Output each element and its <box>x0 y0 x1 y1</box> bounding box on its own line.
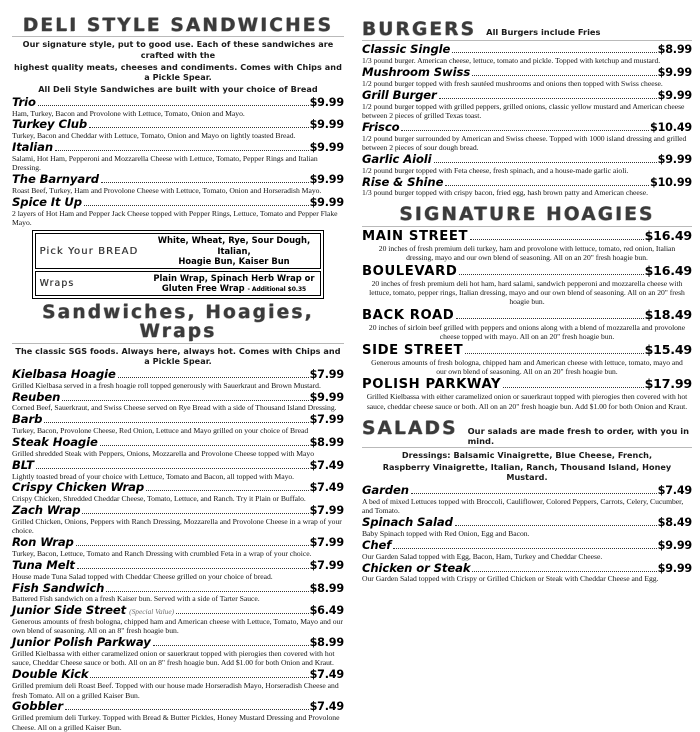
leader-dots <box>445 185 649 186</box>
deli-section-heading: DELI STYLE SANDWICHES <box>22 15 334 36</box>
item-description: Grilled premium deli Turkey. Topped with Bread & Butter Pickles, Honey Mustard Dressing and Provolone Cheese. All on a grilled Kaiser Bun. <box>12 713 340 732</box>
item-price: $7.99 <box>309 504 344 518</box>
menu-item[interactable] <box>362 43 692 65</box>
item-price: $7.99 <box>309 367 344 381</box>
menu-item[interactable] <box>12 141 344 173</box>
menu-item[interactable] <box>362 343 692 377</box>
leader-dots <box>153 645 309 646</box>
leader-dots <box>146 490 308 491</box>
item-description: Our Garden Salad topped with Egg, Bacon, Ham, Turkey and Cheddar Cheese. <box>361 551 603 561</box>
item-price: $9.99 <box>657 561 692 575</box>
deli-heading-rule <box>12 36 344 37</box>
item-description: Grilled shredded Steak with Peppers, Onions, Mozzarella and Provolone Cheese topped with Mayo <box>12 448 315 458</box>
item-price: $9.99 <box>309 141 344 155</box>
item-name: BOULEVARD <box>361 263 458 279</box>
menu-item[interactable] <box>362 516 692 538</box>
item-name: Turkey Club <box>12 117 88 132</box>
menu-item[interactable] <box>362 89 692 121</box>
leader-dots <box>100 445 309 446</box>
menu-item[interactable] <box>362 539 692 561</box>
item-description: Roast Beef, Turkey, Ham and Provolone Cheese with Lettuce, Tomato, Onion and Horseradish Mayo. <box>12 186 322 196</box>
item-description: Lightly toasted bread of your choice with Lettuce, Tomato and Bacon, all topped with Mayo. <box>12 471 295 481</box>
leader-dots <box>456 318 643 319</box>
wraps-options-text: Plain Wrap, Spinach Herb Wrap or Gluten Free Wrap <box>153 272 315 294</box>
item-price: $6.49 <box>309 604 344 618</box>
menu-item[interactable] <box>12 459 344 481</box>
leader-dots <box>455 525 657 526</box>
item-price: $9.99 <box>309 95 344 109</box>
signature-hoagies-item-list <box>362 229 692 411</box>
salads-heading-rule <box>362 447 692 448</box>
leader-dots <box>101 182 309 183</box>
item-price: $18.49 <box>644 306 692 322</box>
leader-dots <box>90 677 308 678</box>
menu-item[interactable] <box>12 636 344 668</box>
item-price: $9.99 <box>657 152 692 166</box>
item-name: Zach Wrap <box>12 503 81 518</box>
item-description: 20 inches of fresh premium deli turkey, ham and provolone with lettuce, tomato, red onion, Italian dressing, mayo and our own blend of seasoning. All on an 20" fresh hoagie bun. <box>378 243 676 263</box>
bread-label: Pick Your BREAD <box>39 245 139 257</box>
item-price: $16.49 <box>644 262 692 278</box>
item-description: Grilled Chicken, Onions, Peppers with Ranch Dressing, Mozzarella and Provolone Cheese in a wrap of your choice. <box>12 516 342 536</box>
menu-item[interactable] <box>362 562 692 584</box>
item-price: $9.99 <box>309 195 344 209</box>
item-price: $8.99 <box>657 43 692 57</box>
bread-options-line-2: Hoagie Bun, Kaiser Bun <box>178 256 290 267</box>
item-name: Double Kick <box>12 667 89 682</box>
salads-item-list <box>362 484 692 584</box>
item-price: $9.99 <box>657 66 692 80</box>
deli-blurb-line-3: All Deli Style Sandwiches are built with your choice of Bread <box>38 84 318 95</box>
item-name: Rise & Shine <box>361 174 444 189</box>
item-description: Turkey, Bacon, Lettuce, Tomato and Ranch Dressing with crumbled Feta in a wrap of your choice. <box>12 549 312 559</box>
leader-dots <box>62 400 308 401</box>
item-name: Italian <box>12 140 54 155</box>
item-description: A bed of mixed Lettuces topped with Broccoli, Cauliflower, Colored Peppers, Carrots, Celery, Cucumber, and Tomato. <box>361 497 684 516</box>
item-description: Battered Fish sandwich on a fresh Kaiser bun. Served with a side of Tarter Sauce. <box>12 594 260 604</box>
deli-item-list <box>12 96 344 228</box>
item-price: $9.99 <box>309 173 344 187</box>
menu-item[interactable] <box>12 700 344 732</box>
salad-dressings-line-1: Dressings: Balsamic Vinaigrette, Blue Cheese, French, <box>401 450 653 461</box>
leader-dots <box>82 513 308 514</box>
burgers-note: All Burgers include Fries <box>486 27 601 37</box>
item-price: $15.49 <box>644 341 692 357</box>
shw-blurb: The classic SGS foods. Always here, always hot. Comes with Chips and a Pickle Spear. <box>15 345 341 367</box>
bread-options-line-1: White, Wheat, Rye, Sour Dough, Italian, <box>157 234 311 256</box>
menu-item[interactable] <box>362 377 692 411</box>
shw-heading-rule <box>12 343 344 344</box>
leader-dots <box>65 709 309 710</box>
item-description: Baby Spinach topped with Red Onion, Egg and Bacon. <box>361 529 530 539</box>
item-description: 1/2 pound burger topped with grilled peppers, grilled onions, classic yellow mustard and American cheese between 2 pieces of grilled Texas toast. <box>361 101 685 121</box>
deli-blurb-line-1: Our signature style, put to good use. Each of these sandwiches are crafted with the <box>22 39 334 61</box>
leader-dots <box>106 591 308 592</box>
menu-item[interactable] <box>12 668 344 700</box>
item-description: Ham, Turkey, Bacon and Provolone with Lettuce, Tomato, Onion and Mayo. <box>12 108 245 118</box>
item-name: Frisco <box>361 119 400 134</box>
item-price: $7.99 <box>309 536 344 550</box>
leader-dots <box>472 75 656 76</box>
item-price: $7.49 <box>657 484 692 498</box>
item-description: 20 inches of fresh premium deli hot ham, hard salami, sandwich pepperoni and mozzarella cheese with lettuce, tomato, pepper rings, Italian dressing, mayo and our own blend of seasoning. All on an 20" fresh hoagie bun. <box>369 278 685 307</box>
leader-dots <box>452 52 656 53</box>
item-description: Grilled Kielbassa with either caramelized onion or sauerkraut topped with pierogies then covered with hot sauce, Cheddar Cheese sauce or both. All on an 8" fresh hoagie bun. Add $1.00 for both Onion and Kraut. <box>12 649 335 668</box>
deli-blurb-line-2: highest quality meats, cheeses and condiments. Comes with Chips and a Pickle Spear. <box>14 61 342 83</box>
burgers-section-heading: BURGERS <box>361 19 477 40</box>
wraps-row[interactable] <box>35 271 322 297</box>
item-name: Tuna Melt <box>12 557 75 572</box>
menu-item[interactable] <box>362 308 692 342</box>
item-name: POLISH PARKWAY <box>361 377 502 393</box>
item-description: Generous amounts of fresh bologna, chipped ham and American cheese with Lettuce, Tomato, Mayo and our own blend of seasoning. All on an 8" fresh hoagie bun. <box>12 617 343 636</box>
menu-item[interactable] <box>12 604 344 636</box>
item-name: SIDE STREET <box>361 342 464 358</box>
wraps-label: Wraps <box>39 277 75 289</box>
bread-options <box>152 235 317 267</box>
item-name: Chicken or Steak <box>361 560 471 575</box>
item-description: Corned Beef, Sauerkraut, and Swiss Cheese served on Rye Bread with a side of Thousand Island Dressing. <box>12 403 337 413</box>
item-description: House made Tuna Salad topped with Cheddar Cheese grilled on your choice of bread. <box>12 571 273 581</box>
menu-item[interactable] <box>362 176 692 198</box>
item-name: Garlic Aioli <box>361 151 432 166</box>
menu-item[interactable] <box>362 264 692 307</box>
item-description: 2 layers of Hot Ham and Pepper Jack Cheese topped with Pepper Rings, Lettuce, Tomato and Pepper Flake Mayo. <box>12 208 338 228</box>
item-price: $7.49 <box>309 481 344 495</box>
item-description: Our Garden Salad topped with Crispy or Grilled Chicken or Steak with Cheddar Cheese and Egg. <box>361 574 659 584</box>
item-price: $9.99 <box>657 538 692 552</box>
leader-dots <box>44 422 308 423</box>
salad-dressings-line-2: Raspberry Vinaigrette, Italian, Ranch, Thousand Island, Honey Mustard. <box>382 461 672 483</box>
item-description: Turkey, Bacon, Provolone Cheese, Red Onion, Lettuce and Mayo grilled on your choice of Bread <box>12 426 309 436</box>
menu-item[interactable] <box>12 368 344 390</box>
leader-dots <box>472 571 656 572</box>
leader-dots <box>411 493 657 494</box>
bread-row[interactable] <box>35 233 322 269</box>
item-description: 1/3 pound burger. American cheese, lettuce, tomato and pickle. Topped with ketchup and mustard. <box>361 56 661 66</box>
leader-dots <box>84 205 309 206</box>
salads-header-row <box>362 419 692 446</box>
item-description: Grilled Kielbassa with either caramelized onion or sauerkraut topped with pierogies then covered with hot sauce, cheddar cheese sauce or both. All on an 20" fresh hoagie bun. Add $1.00 for both Onion and Kraut. <box>366 392 688 411</box>
item-name: Grill Burger <box>361 87 437 102</box>
menu-item[interactable] <box>12 413 344 435</box>
item-description: Grilled Kielbasa served in a fresh hoagie roll topped generously with Sauerkraut and Brown Mustard. <box>12 380 321 390</box>
item-price: $17.99 <box>644 376 692 392</box>
item-name: Crispy Chicken Wrap <box>12 480 145 495</box>
menu-item[interactable] <box>362 121 692 153</box>
burgers-heading-rule <box>362 40 692 41</box>
item-description: 20 inches of sirloin beef grilled with peppers and onions along with a blend of mozzarella and provolone cheese topped with mayo. All on an 20" fresh hoagie bun. <box>368 322 686 342</box>
item-price: $7.99 <box>309 413 344 427</box>
item-description: Turkey, Bacon and Cheddar with Lettuce, Tomato, Onion and Mayo on lightly toasted Bread. <box>12 131 296 141</box>
leader-dots <box>459 274 643 275</box>
menu-item[interactable] <box>12 559 344 581</box>
left-column <box>8 6 344 732</box>
item-description: 1/2 pound burger surrounded by American and Swiss cheese. Topped with 1000 island dressing and grilled between 2 pieces of sour dough bread. <box>361 133 687 153</box>
shw-section-heading: Sandwiches, Hoagies, Wraps <box>42 301 314 343</box>
item-name: Barb <box>12 412 43 427</box>
menu-item[interactable] <box>12 436 344 458</box>
item-name: The Barnyard <box>12 172 99 187</box>
item-name: Steak Hoagie <box>12 435 98 449</box>
burgers-item-list <box>362 43 692 197</box>
menu-item[interactable] <box>12 481 344 503</box>
item-description: 1/3 pound burger topped with crispy bacon, fried egg, hash brown patty and American cheese. <box>361 188 648 198</box>
leader-dots <box>439 98 657 99</box>
item-name: BLT <box>12 457 34 472</box>
item-name: Mushroom Swiss <box>361 65 471 80</box>
item-description: 1/2 pound burger topped with fresh sautéed mushrooms and onions then topped with Swiss cheese. <box>361 79 663 88</box>
item-price: $10.99 <box>650 175 692 189</box>
item-price: $8.99 <box>309 636 344 650</box>
item-price: $7.99 <box>309 558 344 572</box>
item-description: Grilled premium deli Roast Beef. Topped with our house made Horseradish Mayo, Horseradish Cheese and fresh Tomato. All on a grilled Kaiser Bun. <box>12 681 339 700</box>
item-price: $9.99 <box>309 390 344 404</box>
item-name: Kielbasa Hoagie <box>12 366 116 381</box>
menu-item[interactable] <box>12 173 344 195</box>
wraps-options <box>152 273 317 295</box>
leader-dots <box>434 162 657 163</box>
menu-item[interactable] <box>362 153 692 175</box>
menu-item[interactable] <box>12 504 344 536</box>
item-price: $7.49 <box>309 458 344 472</box>
leader-dots <box>393 548 656 549</box>
menu-item[interactable] <box>362 66 692 88</box>
item-description: 1/2 pound burger topped with Feta cheese, fresh spinach, and a house-made garlic aioli. <box>361 165 629 175</box>
signature-hoagies-heading-rule <box>362 226 692 227</box>
leader-dots <box>77 568 309 569</box>
leader-dots <box>89 127 309 128</box>
menu-item[interactable] <box>12 536 344 558</box>
item-price: $7.49 <box>309 668 344 682</box>
leader-dots <box>36 468 309 469</box>
shw-item-list <box>12 368 344 732</box>
burgers-header-row <box>362 20 692 39</box>
item-price: $7.49 <box>309 700 344 714</box>
leader-dots <box>55 150 309 151</box>
menu-item[interactable] <box>12 196 344 228</box>
item-price: $16.49 <box>644 227 692 243</box>
item-price: $9.99 <box>309 118 344 132</box>
item-description: Generous amounts of fresh bologna, chipped ham and American cheese with lettuce, tomato, mayo and our own blend of seasoning. All on an 20" fresh hoagie bun. <box>371 357 683 376</box>
item-name: Chef <box>361 537 392 552</box>
item-price: $8.99 <box>309 581 344 595</box>
item-name: Spinach Salad <box>361 515 453 530</box>
leader-dots <box>176 613 309 614</box>
salads-note: Our salads are made fresh to order, with you in mind. <box>467 426 690 447</box>
menu-item[interactable] <box>362 484 692 516</box>
item-name: Spice It Up <box>12 194 82 209</box>
salads-section-heading: SALADS <box>361 418 458 440</box>
wraps-surcharge: - Additional $0.35 <box>247 286 307 294</box>
menu-item[interactable] <box>12 118 344 140</box>
item-special-value-note: (Special Value) <box>129 607 175 617</box>
leader-dots <box>401 130 649 131</box>
item-name: BACK ROAD <box>361 307 455 323</box>
item-name: Gobbler <box>12 699 63 714</box>
item-name: Ron Wrap <box>12 535 74 550</box>
item-name: Junior Polish Parkway <box>12 635 151 650</box>
item-name: Junior Side Street <box>12 603 127 618</box>
leader-dots <box>465 353 643 354</box>
item-description: Crispy Chicken, Shredded Cheddar Cheese, Tomato, Lettuce, and Ranch. Try it Plain or Buffalo. <box>12 494 306 504</box>
item-name: Classic Single <box>361 42 451 57</box>
leader-dots <box>38 105 309 106</box>
item-name: Fish Sandwich <box>12 580 105 595</box>
leader-dots <box>76 545 309 546</box>
item-name: Reuben <box>12 389 61 404</box>
pick-your-bread-box <box>32 230 324 298</box>
item-price: $9.99 <box>657 88 692 102</box>
leader-dots <box>503 387 643 388</box>
menu-item[interactable] <box>12 582 344 604</box>
menu-item[interactable] <box>362 229 692 263</box>
item-name: Garden <box>361 483 409 498</box>
item-description: Salami, Hot Ham, Pepperoni and Mozzarella Cheese with Lettuce, Tomato, Pepper Rings and Italian Dressing. <box>12 154 318 173</box>
item-price: $8.49 <box>657 516 692 530</box>
item-name: MAIN STREET <box>361 228 469 244</box>
menu-item[interactable] <box>12 96 344 118</box>
item-price: $8.99 <box>309 436 344 449</box>
signature-hoagies-section-heading: SIGNATURE HOAGIES <box>399 204 655 226</box>
menu-item[interactable] <box>12 391 344 413</box>
item-name: Trio <box>12 94 36 109</box>
leader-dots <box>118 377 309 378</box>
right-column <box>356 6 692 584</box>
item-price: $10.49 <box>650 120 692 134</box>
leader-dots <box>470 239 643 240</box>
